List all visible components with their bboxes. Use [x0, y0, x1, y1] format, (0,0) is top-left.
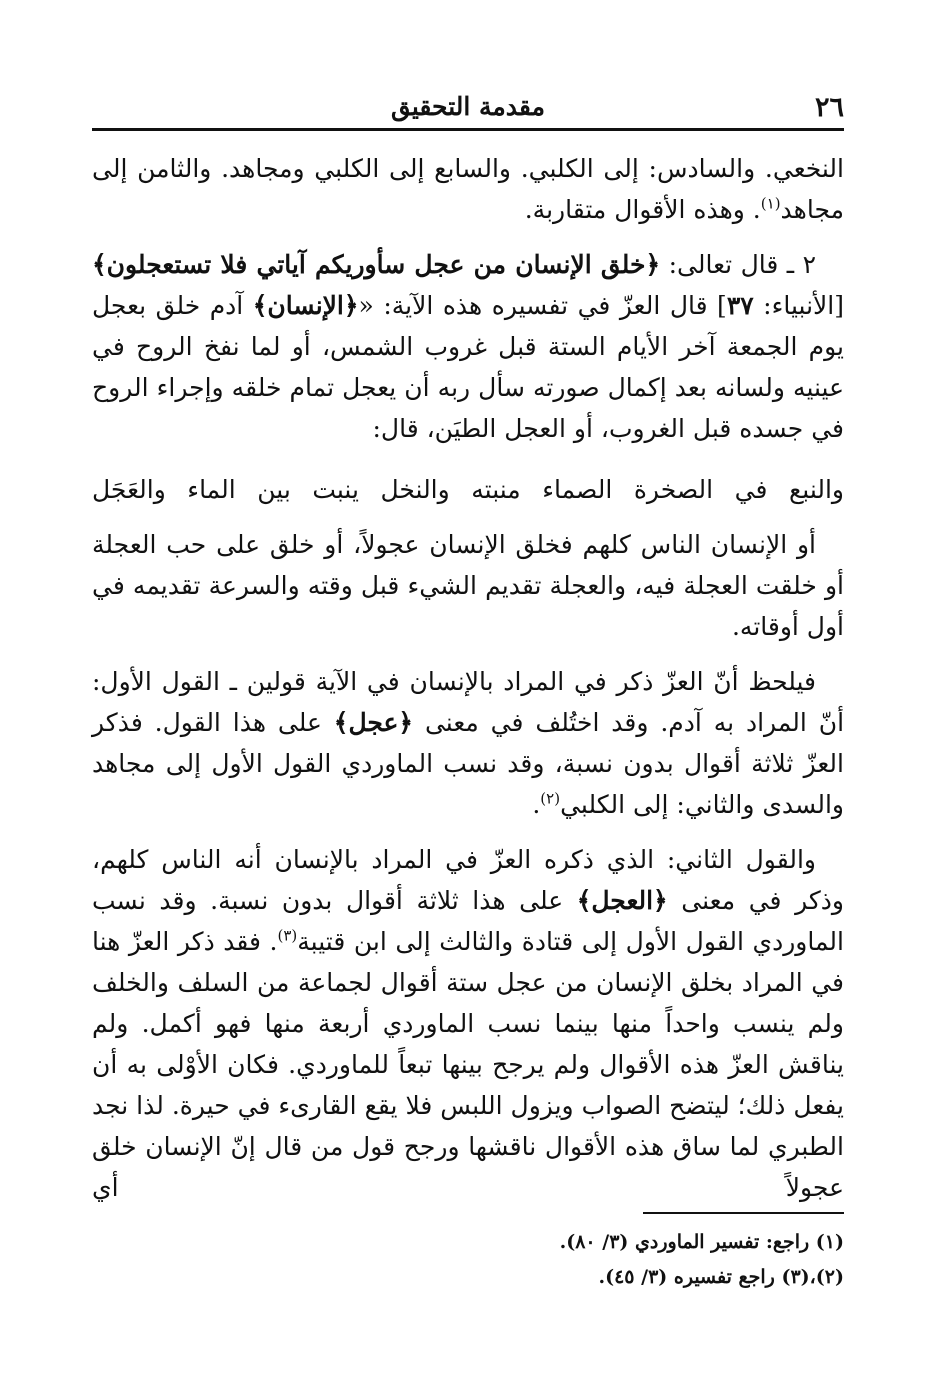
page-number: ٢٦: [814, 92, 844, 123]
verse-number: ٣٧: [726, 291, 754, 320]
item-number: ٢ ـ قال تعالى:: [660, 250, 816, 279]
footnote-2: (٢)،(٣) راجع تفسيره (٣/ ٤٥).: [598, 1266, 844, 1288]
paragraph-1-text: النخعي. والسادس: إلى الكلبي. والسابع إلى الكلبي ومجاهد. والثامن إلى مجاهد: [92, 154, 844, 224]
footnote-1: (١) راجع: تفسير الماوردي (٣/ ٨٠).: [559, 1231, 844, 1253]
paragraph-5: [92, 839, 844, 1208]
paragraph-2-text: آدم خلق بعجل يوم الجمعة آخر الأيام الستة قبل غروب الشمس، أو لما نفخ الروح في عينيه ولسانه بعد إكمال صورته سأل ربه أن يعجل تمام خلقه وإجراء الروح في جسده قبل الغروب، أو العجل الطيَن، قال:: [92, 291, 844, 443]
running-title: مقدمة التحقيق: [391, 92, 545, 121]
paragraph-5-end: . فقد ذكر العزّ هنا في المراد بخلق الإنسان من عجل ستة أقوال لجماعة من السلف والخلف ولم ينسب واحداً منها بينما نسب الماوردي أربعة منها فهو أكمل. ولم يناقش العزّ هذه الأقوال ولم يرجح بينها تبعاً للماوردي. فكان الأوْلى به أن يفعل ذلك؛ ليتضح الصواب ويزول اللبس فلا يقع القارىء في حيرة. لذا نجد الطبري لما ساق هذه الأقوال ناقشها ورجح قول من قال إنّ الإنسان خلق عجولاً أي: [92, 927, 844, 1202]
paragraph-5-text: والقول الثاني: الذي ذكره العزّ في المراد بالإنسان أنه الناس كلهم، وذكر في معنى: [92, 845, 844, 915]
quoted-word-insan: ﴿الإنسان﴾: [252, 291, 359, 320]
header-rule: [92, 128, 844, 131]
footnote-ref-2[interactable]: (٢): [540, 789, 561, 808]
paragraph-4-end: .: [532, 790, 541, 819]
paragraph-4: [92, 661, 844, 825]
paragraph-1-end: . وهذه الأقوال متقاربة.: [524, 195, 761, 224]
paragraph-2: [92, 244, 844, 449]
paragraph-4-text: فيلحظ أنّ العزّ ذكر في المراد بالإنسان في الآية قولين ـ القول الأول: أنّ المراد به آدم. وقد اختُلف في معنى: [92, 667, 845, 737]
footnote-ref-1[interactable]: (١): [760, 194, 781, 213]
paragraph-5-cont: على هذا ثلاثة أقوال بدون نسبة. وقد نسب الماوردي القول الأول إلى قتادة والثالث إلى ابن قتيبة: [92, 886, 844, 956]
running-head: [92, 88, 844, 128]
footnotes: [92, 1225, 844, 1295]
verse-ref-close: ] قال العزّ في تفسيره هذه الآية: «: [358, 291, 727, 320]
paragraph-1: [92, 148, 844, 230]
quran-verse: ﴿خلق الإنسان من عجل سأوريكم آياتي فلا تستعجلون﴾: [92, 250, 661, 279]
body-text: [92, 148, 844, 1208]
footnote-ref-3[interactable]: (٣): [277, 926, 298, 945]
footnote-rule: [643, 1212, 844, 1214]
quoted-word-ajal: ﴿عجل﴾: [333, 708, 414, 737]
quoted-word-al-ajal: ﴿العجل﴾: [576, 886, 668, 915]
paragraph-4-cont: على هذا القول. فذكر العزّ ثلاثة أقوال بدون نسبة، وقد نسب الماوردي القول الأول إلى مجاهد والسدى والثاني: إلى الكلبي: [92, 708, 844, 819]
verse-ref-open: [الأنبياء:: [753, 291, 844, 320]
poetry-verse: والنبع في الصخرة الصماء منبته والنخل ينبت بين الماء والعَجَل: [92, 475, 844, 504]
paragraph-3: أو الإنسان الناس كلهم فخلق الإنسان عجولاً، أو خلق على حب العجلة أو خلقت العجلة فيه، والعجلة تقديم الشيء قبل وقته والسرعة تقديمه في أول أوقاته.: [92, 530, 844, 641]
